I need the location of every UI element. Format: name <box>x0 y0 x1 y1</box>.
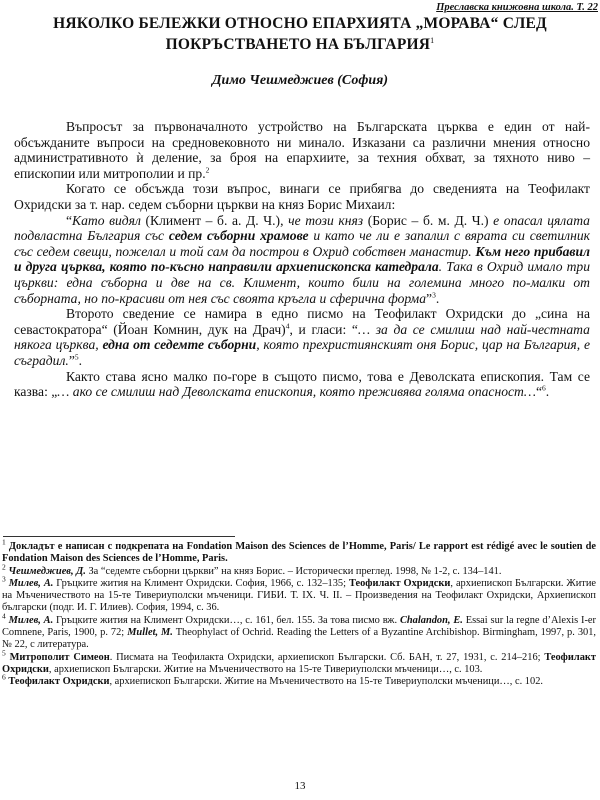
footnote-ref[interactable]: 2 <box>205 165 210 175</box>
emphasis: седем съборни храмове <box>168 228 309 244</box>
footnote-5: $^5$ Митрополит Симеон. Писмата на Теофилакта Охридски, архиепископ Български. Сб. БАН, т. 27, 1931, с. 214–216; Теофилакт Охридски, архиепископ Български. Житие на Мъченичеството на 15-те Тивериуполски мъченици…, с. 103. <box>2 648 596 675</box>
author-line: Димо Чешмеджиев (София) <box>211 73 389 88</box>
footnotes <box>2 537 596 689</box>
footnote-ref[interactable]: 6 <box>542 383 546 393</box>
footnote-separator <box>3 536 235 537</box>
footnote-ref[interactable]: 5 <box>74 352 79 362</box>
footnote-ref[interactable]: 4 <box>285 321 290 331</box>
footnote-ref[interactable]: 3 <box>432 290 436 299</box>
title-line-1: НЯКОЛКО БЕЛЕЖКИ ОТНОСНО ЕПАРХИЯТА „МОРАВА“ СЛЕД <box>53 15 547 32</box>
running-head: Преславска книжовна школа. Т. 22 <box>436 2 598 13</box>
paragraph: Второто сведение се намира в едно писмо на Теофилакт Охридски до „сина на севастократора“ (Йоан Комнин, дук на Драч)$^4$, и гласи: “… за да се смилиш над най-честната някога църква, една от седемте съборни, която прехристиянският оня Борис, цар на България, е съградил.”$^5$. <box>14 306 590 368</box>
title-line-2: ПОКРЪСТВАНЕТО НА БЪЛГАРИЯ$^1$ <box>165 36 435 54</box>
article-body <box>14 119 590 400</box>
page-number: 13 <box>294 780 306 792</box>
paragraph: Въпросът за първоначалното устройство на Българската църква е един от най-обсъжданите въпроси на средновековното ни минало. Изказани са различни мнения относно административното ѝ деление, за броя на епархиите, за техния обхват, за тяхното ниво – епископии или митрополии и пр.$^2$ <box>14 119 590 181</box>
paragraph: Когато се обсъжда този въпрос, винаги се прибягва до сведенията на Теофилакт Охридски за т. нар. седем съборни църкви на княз Борис Михаил: <box>14 181 590 212</box>
footnote-ref[interactable]: 1 <box>430 36 435 45</box>
emphasis: Към него прибавил и друга църква, която по-късно направили архиепископска катедрала <box>14 243 590 275</box>
emphasis: една от седемте съборни <box>102 337 257 353</box>
footnote-1: $^1$ Докладът е написан с подкрепата на Fondation Maison des Sciences de l’Homme, Paris/ Le rapport est rédigé avec le soutien de Fondation Maison des Sciences de l’Homme, Paris. <box>2 537 596 565</box>
footnote-2: $^2$ Чешмеджиев, Д. За “седемте съборни църкви” на княз Борис. – Исторически преглед. 1998, № 1-2, с. 134–141. <box>2 562 502 577</box>
article-title <box>0 15 600 53</box>
footnote-3: $^3$ Милев, А. Гръцките жития на Климент Охридски. София, 1966, с. 132–135; Теофилакт Охридски, архиепископ Български. Житие на Мъченичеството на 15-те Тивериуполски мъченици. ГИБИ. Т. IX. Ч. II. – Произведения на Теофилакт Охридски, Архиепископ български (подг. И. Г. Илиев). София, 1994, с. 36. <box>2 574 596 614</box>
footnote-6: $^6$ Теофилакт Охридски, архиепископ Български. Житие на Мъченичеството на 15-те Тивериуполски мъченици…, с. 102. <box>2 672 543 688</box>
paragraph: Както става ясно малко по-горе в същото писмо, това е Деволската епископия. Там се казва: „… ако се смилиш над Деволската епископия, която преживява голяма опасност…“$^6$. <box>14 368 590 400</box>
footnote-4: $^4$ Милев, А. Гръцките жития на Климент Охридски…, с. 161, бел. 155. За това писмо вж. Chalandon, E. Essai sur la regne d’Alexis I-er Comnene, Paris, 1900, p. 72; Mullet, M. Theophylact of Ochrid. Reading the Letters of a Byzantine Archibishop. Birmingham, 1997, p. 301, № 22, с литература. <box>2 611 596 651</box>
quote-paragraph: “Като видял (Климент – б. а. Д. Ч.), че този княз (Борис – б. м. Д. Ч.) е опасал цялата подвластна България със седем съборни храмове и като че ли е запалил с вярата си светилник със седем свещи, пожелал и той сам да построи в Охрид собствен манастир. Към него прибавил и друга църква, която по-късно направили архиепископска катедрала. Така в Охрид имало три църкви: една съборна и две на св. Климент, които били на големина много по-малки от съборната, но по-красиви от нея със своята кръгла и сферична форма”$^3$. <box>14 212 590 306</box>
